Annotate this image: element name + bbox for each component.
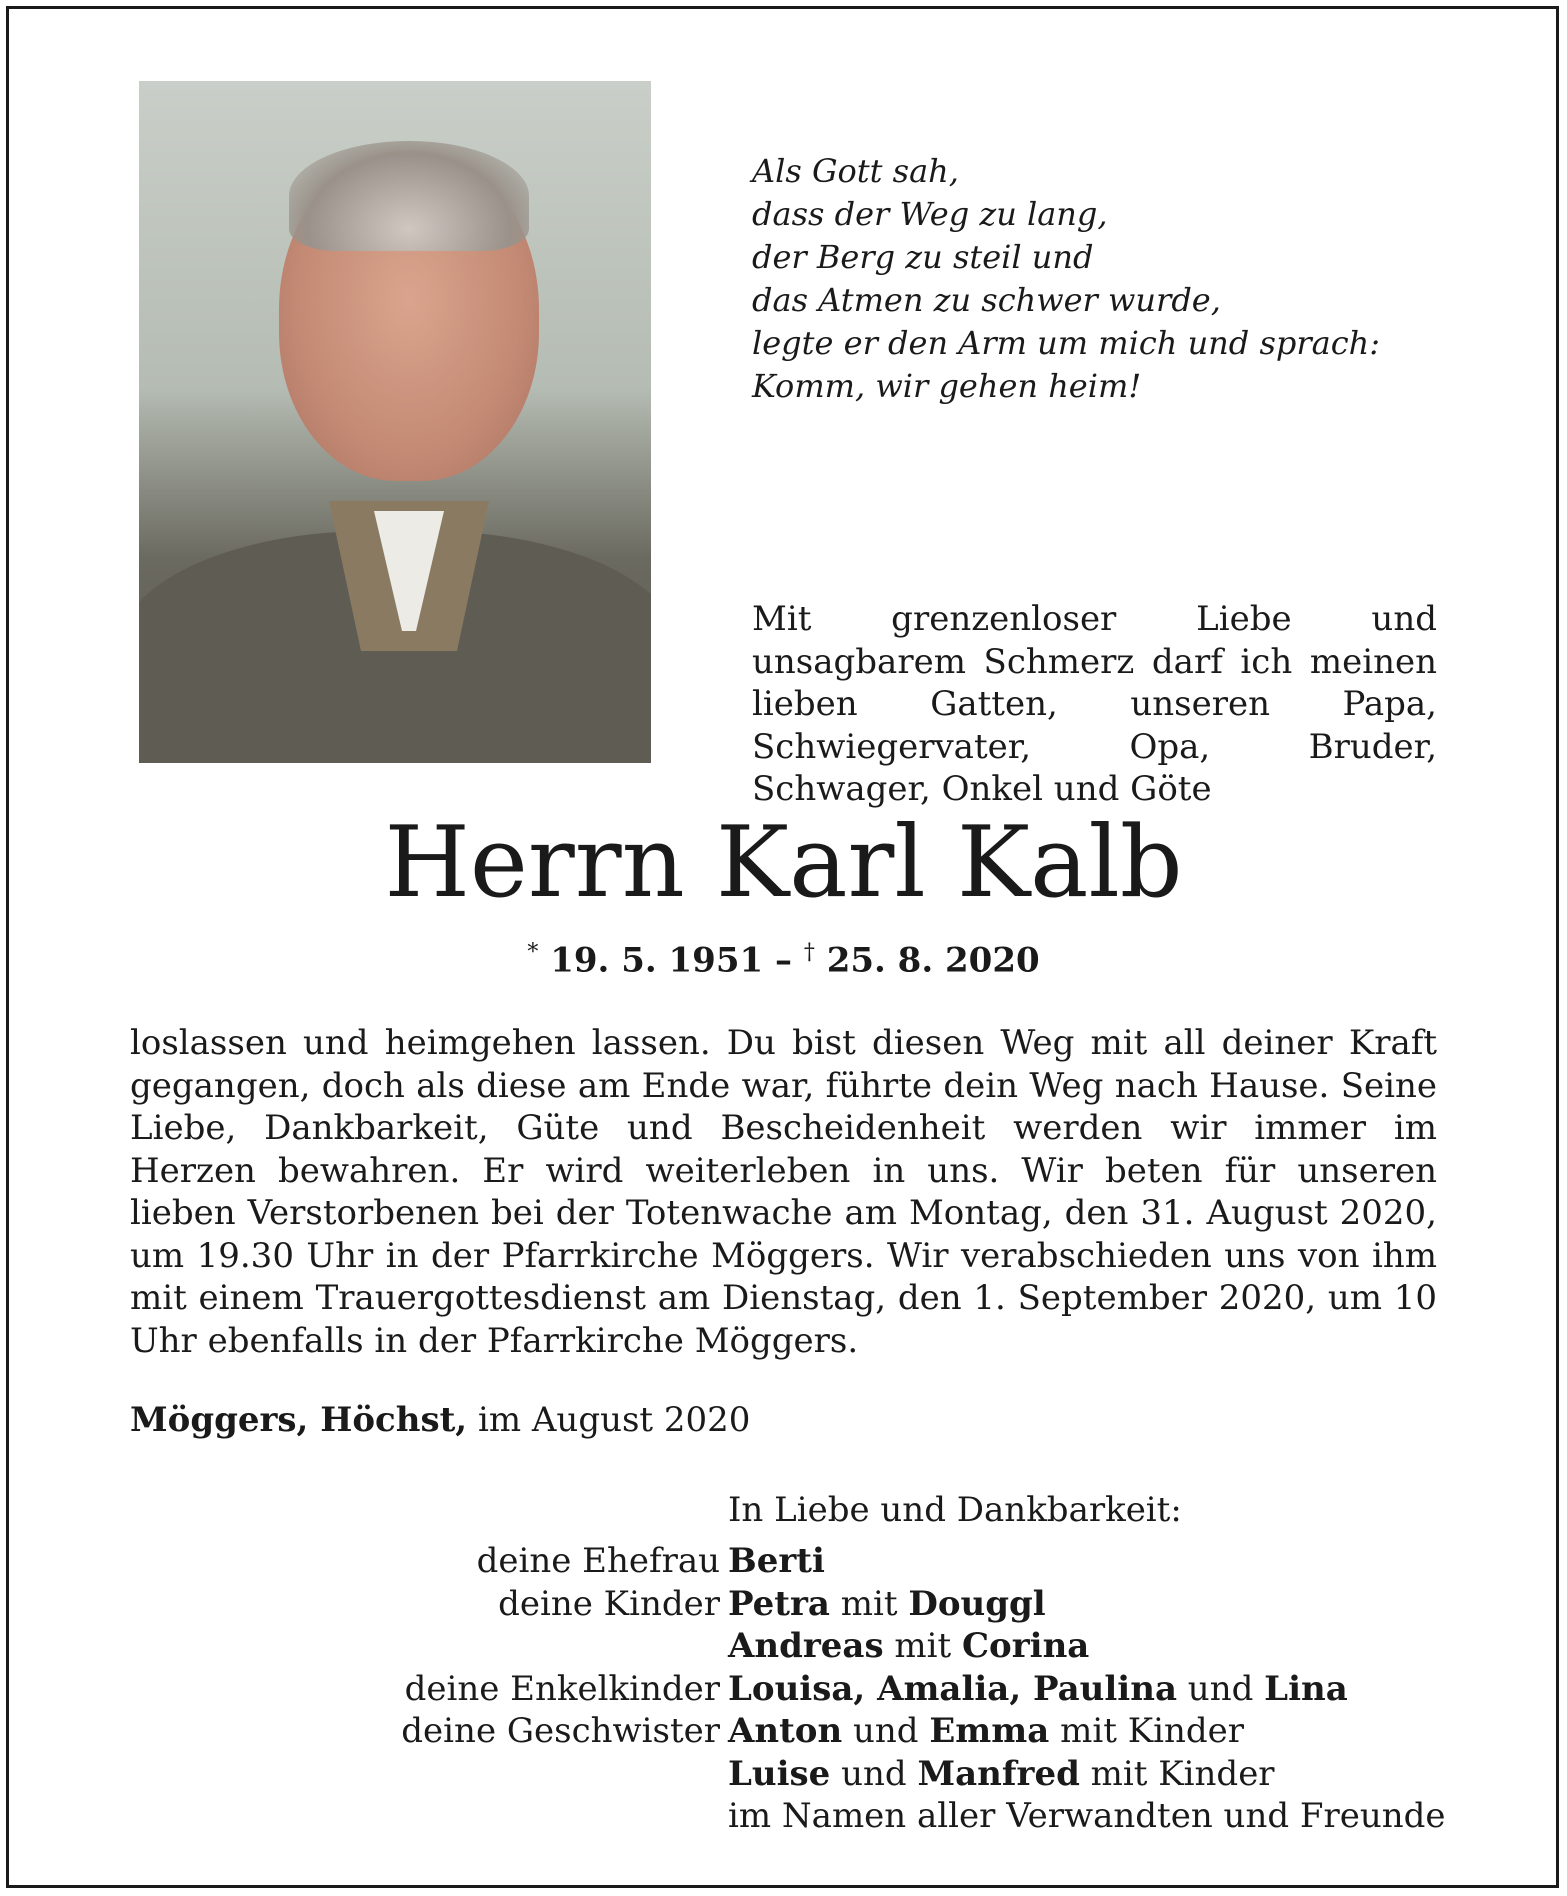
relation-names [728, 1583, 1046, 1626]
signature-row [130, 1753, 1530, 1796]
connector-text: und [1176, 1668, 1265, 1709]
family-name: Berti [728, 1541, 825, 1581]
relation-label [130, 1795, 728, 1838]
family-name: Manfred [917, 1753, 1080, 1794]
relation-label [130, 1625, 728, 1668]
connector-text: mit Kinder [1049, 1711, 1244, 1751]
poem-line: das Atmen zu schwer wurde, [752, 281, 1221, 319]
relation-label: deine Kinder [498, 1583, 720, 1624]
relation-label: deine Geschwister [401, 1711, 720, 1751]
poem-line: legte er den Arm um mich und sprach: [752, 324, 1381, 362]
family-name: Emma [929, 1711, 1050, 1751]
connector-text: und [830, 1753, 918, 1794]
relation-names [728, 1753, 1275, 1796]
signature-row [130, 1583, 1530, 1626]
connector-text: im Namen aller Verwandten und Freunde [728, 1796, 1446, 1836]
portrait-photo [139, 81, 651, 763]
relation-names [728, 1540, 825, 1583]
intro-text: Mit grenzenloser Liebe und unsagbarem Schmerz darf ich meinen lieben Gatten, unseren Papa, Schwiegervater, Opa, Bruder, Schwager, Onkel und Göte [752, 599, 1437, 809]
family-name: Corina [962, 1626, 1090, 1666]
place-names: Möggers, Höchst, [130, 1400, 468, 1440]
place-date [130, 1400, 750, 1440]
date-separator: – [763, 940, 804, 981]
poem-line: Komm, wir gehen heim! [752, 367, 1142, 405]
poem-line: der Berg zu steil und [752, 238, 1094, 276]
connector-text: mit Kinder [1079, 1753, 1275, 1794]
family-name: Petra [728, 1583, 830, 1624]
relation-names [728, 1625, 1089, 1668]
family-name: Luise [728, 1753, 831, 1794]
place-date-rest: im August 2020 [467, 1400, 751, 1440]
body-text: loslassen und heimgehen lassen. Du bist diesen Weg mit all deiner Kraft gegangen, doch als diese am Ende war, führte dein Weg nach Hause. Seine Liebe, Dankbarkeit, Güte und Bescheidenheit werden wir immer im Herzen bewahren. Er wird weiterleben in uns. Wir beten für unseren lieben Verstorbenen bei der Totenwache am Montag, den 31. August 2020, um 19.30 Uhr in der Pfarrkirche Möggers. Wir verabschieden uns von ihm mit einem Trauergottesdienst am Dienstag, den 1. September 2020, um 10 Uhr ebenfalls in der Pfarrkirche Möggers. [130, 1023, 1437, 1361]
deceased-name: Herrn Karl Kalb [384, 806, 1183, 920]
poem [752, 150, 1452, 408]
poem-line: Als Gott sah, [752, 152, 959, 190]
family-name: Lina [1264, 1668, 1348, 1709]
signature-list [130, 1540, 1530, 1838]
connector-text: und [842, 1711, 930, 1751]
relation-label: deine Enkelkinder [404, 1668, 720, 1709]
family-name: Louisa, Amalia, Paulina [728, 1668, 1177, 1709]
death-symbol: † [803, 940, 815, 965]
family-name: Andreas [728, 1626, 884, 1666]
photo-hair-shape [289, 141, 529, 251]
family-name: Douggl [908, 1583, 1046, 1624]
life-dates [0, 940, 1567, 980]
connector-text: mit [829, 1583, 909, 1624]
birth-symbol: * [527, 940, 539, 965]
signature-row [130, 1540, 1530, 1583]
relation-names [728, 1795, 1446, 1838]
birth-date: 19. 5. 1951 [550, 940, 764, 981]
signature-row [130, 1625, 1530, 1668]
relation-label: deine Ehefrau [476, 1541, 720, 1581]
death-date: 25. 8. 2020 [826, 940, 1040, 981]
signature-row [130, 1710, 1530, 1753]
connector-text: mit [883, 1626, 962, 1666]
signature-row [130, 1668, 1530, 1711]
family-name: Anton [728, 1711, 843, 1751]
relation-names [728, 1710, 1244, 1753]
relation-label [130, 1753, 728, 1796]
poem-line: dass der Weg zu lang, [752, 195, 1108, 233]
signature-heading: In Liebe und Dankbarkeit: [728, 1490, 1182, 1530]
signature-row [130, 1795, 1530, 1838]
relation-names [728, 1668, 1348, 1711]
